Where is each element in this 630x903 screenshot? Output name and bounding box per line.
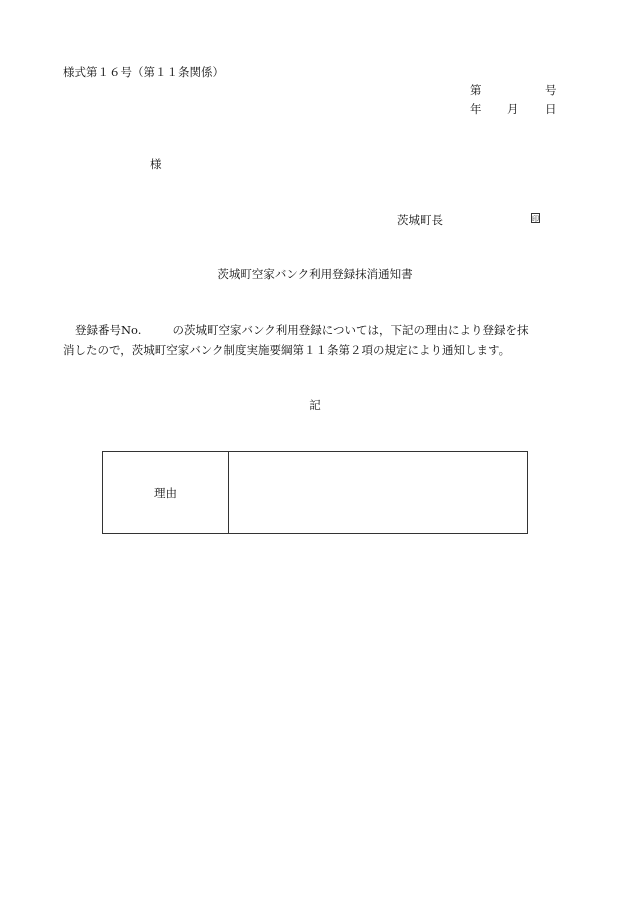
document-number-prefix: 第: [470, 83, 482, 97]
reason-label-cell: [103, 452, 229, 533]
reason-table: [102, 451, 528, 534]
body-text-line1: の茨城町空家バンク利用登録については，下記の理由により登録を抹: [172, 323, 529, 337]
registration-number-label: 登録番号No.: [75, 323, 142, 337]
seal-mark: 印: [532, 215, 539, 223]
body-paragraph-line1: [63, 323, 529, 337]
document-number-suffix: 号: [545, 83, 557, 97]
sender-title: 茨城町長: [397, 213, 443, 227]
date-month-label: 月: [507, 102, 519, 116]
addressee-honorific: 様: [150, 157, 162, 171]
reason-label: 理由: [154, 485, 177, 500]
date-year-label: 年: [470, 102, 482, 116]
body-paragraph-line2: 消したので，茨城町空家バンク制度実施要綱第１１条第２項の規定により通知します。: [63, 343, 511, 357]
ki-heading: 記: [309, 398, 321, 412]
form-number-label: 様式第１６号（第１１条関係）: [63, 65, 224, 79]
date-day-label: 日: [545, 102, 557, 116]
document-title: 茨城町空家バンク利用登録抹消通知書: [217, 267, 413, 281]
reason-value-cell: [229, 452, 527, 533]
